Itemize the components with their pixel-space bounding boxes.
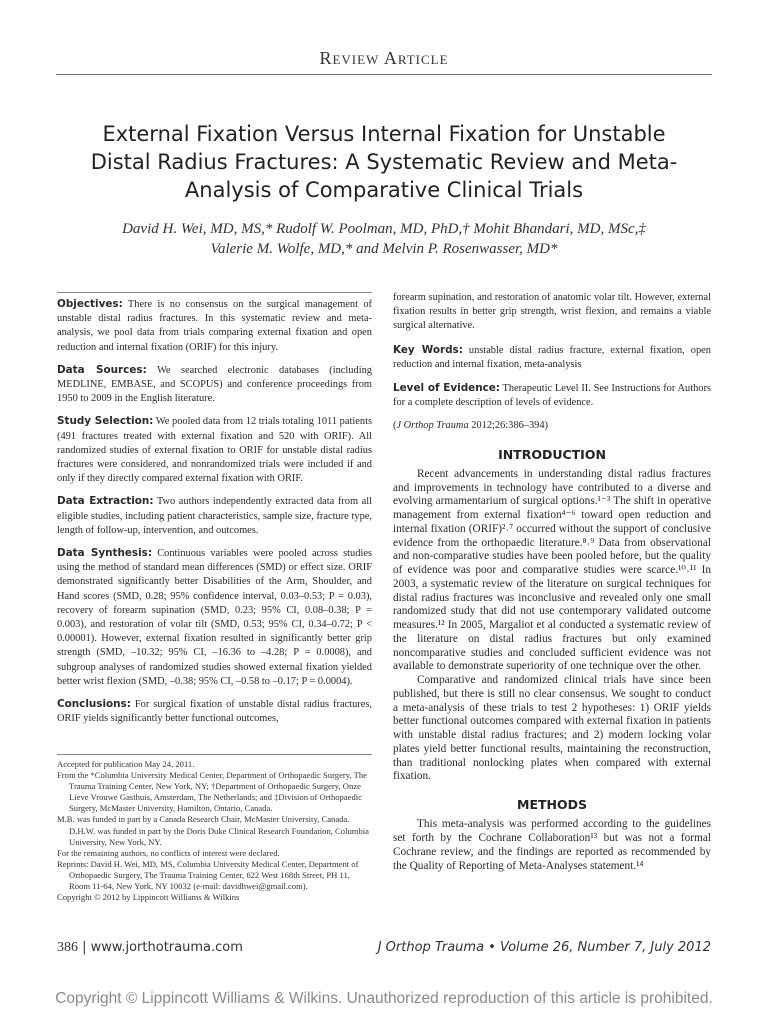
abstract-conclusions-continued: forearm supination, and restoration of anatomic volar tilt. However, external fixation results in better grip strength, wrist flexion, and remains a viable surgical alternative.: [393, 292, 711, 332]
footer-left: 386 | www.jorthotrauma.com: [57, 940, 243, 955]
introduction-paragraph-2: Comparative and randomized clinical trials have since been published, but there is still no clear consensus. We sought to conduct a meta-analysis of these trials to test 2 hypotheses: 1) ORIF yields better functional outcomes compared with external fixation in patients with unstable distal radius fractures; and 2) modern locking volar plates yield better functional results, maintaining the reconstruction, than traditional nonlocking plates when compared with external fixation.: [393, 674, 711, 783]
abstract-synthesis: [57, 546, 372, 689]
synthesis-label: Data Synthesis:: [57, 547, 152, 560]
footnote-affiliations: From the *Columbia University Medical Center, Department of Orthopaedic Surgery, The Trauma Training Center, New York, NY; †Department of Orthopaedic Surgery, Onze Lieve Vrouwe Gasthuis, Amsterdam, The Netherlands; and ‡Division of Orthopaedic Surgery, McMaster University, Hamilton, Ontario, Canada.: [57, 770, 367, 814]
abstract-selection: [57, 414, 372, 486]
introduction-body: [393, 468, 711, 784]
footnote-reprints: Reprints: David H. Wei, MD, MS, Columbia University Medical Center, Department of Orthopaedic Surgery, The Trauma Training Center, 622 West 168th Street, PH 11, Room 11-64, New York, NY 10032 (e-mail: davidhwei@gmail.com).: [57, 858, 359, 892]
abstract-conclusions: [57, 697, 372, 726]
sources-text: We searched electronic databases (including MEDLINE, EMBASE, and SCOPUS) and conference proceedings from 1950 to 2009 in the English literature.: [57, 364, 372, 405]
abstract-sources: [57, 363, 372, 407]
footnote-copyright: Copyright © 2012 by Lippincott Williams & Wilkins: [57, 892, 240, 903]
authors-line-1: David H. Wei, MD, MS,* Rudolf W. Poolman, MD, PhD,† Mohit Bhandari, MD, MSc,‡: [122, 221, 646, 237]
abstract-extraction: [57, 494, 372, 538]
objectives-label: Objectives:: [57, 298, 123, 310]
keywords-label: Key Words:: [393, 343, 463, 356]
footnote-conflicts: For the remaining authors, no conflicts of interest were declared.: [57, 847, 280, 858]
abstract-keywords: [393, 343, 711, 372]
footnotes: [57, 754, 372, 903]
article-title: External Fixation Versus Internal Fixation for Unstable Distal Radius Fractures: A Systematic Review and Meta-Analysis of Comparative Clinical Trials: [90, 122, 678, 202]
evidence-label: Level of Evidence:: [393, 382, 500, 395]
abstract-objectives: [57, 297, 372, 355]
extraction-text: Two authors independently extracted data from all eligible studies, including patient characteristics, sample size, fracture type, length of follow-up, intervention, and outcomes.: [57, 496, 372, 536]
methods-heading: METHODS: [517, 797, 587, 813]
footnote-accepted: Accepted for publication May 24, 2011.: [57, 759, 195, 769]
introduction-paragraph-1: Recent advancements in understanding distal radius fractures and improvements in technology have contributed to a diverse and evolving armamentarium of surgical options.¹⁻³ The shift in operative management from external fixation⁴⁻⁶ toward open reduction and internal fixation (ORIF)²˒⁷ occurred without the support of conclusive evidence from the orthopaedic literature.⁸˒⁹ Data from observational and non-comparative studies have been pooled before, but the quality of evidence was poor and comparative studies were scarce.¹⁰˒¹¹ In 2003, a systematic review of the literature on surgical techniques for distal radius fractures was inconclusive and revealed only one small randomized study that did not use contemporary validated outcome measures.¹² In 2005, Margaliot et al conducted a systematic review of the literature on distal radius fractures but only examined noncomparative studies and concluded sufficient evidence was not available to demonstrate superiority of one technique over the other.: [393, 467, 711, 673]
page-number: 386: [57, 940, 78, 955]
conclusions-text: For surgical fixation of unstable distal radius fractures, ORIF yields significantly better functional outcomes,: [57, 699, 372, 725]
methods-body: [393, 818, 711, 873]
sources-label: Data Sources:: [57, 363, 147, 376]
author-list: [60, 219, 708, 259]
abstract-rule: [57, 292, 372, 293]
footnote-rule: [57, 754, 372, 755]
copyright-banner: Copyright © Lippincott Williams & Wilkins. Unauthorized reproduction of this article is prohibited.: [55, 990, 713, 1007]
footer-journal-issue: J Orthop Trauma • Volume 26, Number 7, July 2012: [377, 940, 711, 955]
keywords-text: unstable distal radius fracture, external fixation, open reduction and internal fixation, meta-analysis: [393, 344, 711, 370]
footnote-funding: M.B. was funded in part by a Canada Research Chair, McMaster University, Canada. D.H.W. was funded in part by the Doris Duke Clinical Research Foundation, Columbia University, New York, NY.: [57, 814, 369, 847]
section-label-text: Review Article: [319, 48, 449, 68]
methods-paragraph-1: This meta-analysis was performed according to the guidelines set forth by the Cochrane Collaboration¹³ but was not a formal Cochrane review, and the findings are reported as recommended by the Quality of Reporting of Meta-Analyses statement.¹⁴: [393, 818, 711, 872]
citation-rest: 2012;26:386–394): [468, 420, 549, 432]
citation: (J Orthop Trauma 2012;26:386–394): [393, 420, 549, 432]
evidence-text: Therapeutic Level II. See Instructions for Authors for a complete description of levels of evidence.: [393, 383, 711, 409]
abstract-left: [57, 292, 372, 734]
conclusions-label: Conclusions:: [57, 698, 131, 711]
selection-label: Study Selection:: [57, 415, 154, 428]
authors-line-2: Valerie M. Wolfe, MD,* and Melvin P. Rosenwasser, MD*: [210, 241, 558, 257]
section-label: [0, 48, 768, 69]
synthesis-text: Continuous variables were pooled across studies using the method of standard mean differences (SMD) or effect size. ORIF demonstrated significantly better Disabilities of the Arm, Shoulder, and Hand scores (SMD, 0.28; 95% confidence interval, 0.03–0.53; P = 0.03), recovery of forearm supination (SMD, 0.23; 95% CI, 0.08–0.38; P = 0.003), and restoration of volar tilt (SMD, 0.53; 95% CI, 0.34–0.72; P < 0.00001). However, external fixation resulted in significantly better grip strength (SMD, –10.32; 95% CI, –16.36 to –4.28; P = 0.0008), and subgroup analyses of randomized studies showed external fixation yielded better wrist flexion (SMD, –0.38; 95% CI, –0.58 to –0.17; P = 0.0004).: [57, 548, 372, 687]
extraction-label: Data Extraction:: [57, 495, 154, 508]
objectives-text: There is no consensus on the surgical management of unstable distal radius fractures. In this systematic review and meta-analysis, we pool data from trials comparing external fixation and open reduction and internal fixation (ORIF) for this injury.: [57, 299, 372, 353]
page-footer: [57, 940, 711, 958]
citation-journal: J Orthop Trauma: [396, 420, 469, 432]
selection-text: We pooled data from 12 trials totaling 1011 patients (491 fractures treated with external fixation and 520 with ORIF). All randomized studies of external fixation to ORIF for unstable distal radius fractures were considered, and nonrandomized trials were included if and only if they directly compared external fixation with ORIF.: [57, 416, 373, 485]
right-column: [393, 291, 711, 873]
journal-website: www.jorthotrauma.com: [90, 940, 243, 955]
abstract-evidence: [393, 381, 711, 410]
header-rule: [56, 74, 712, 75]
introduction-heading: INTRODUCTION: [498, 446, 606, 462]
